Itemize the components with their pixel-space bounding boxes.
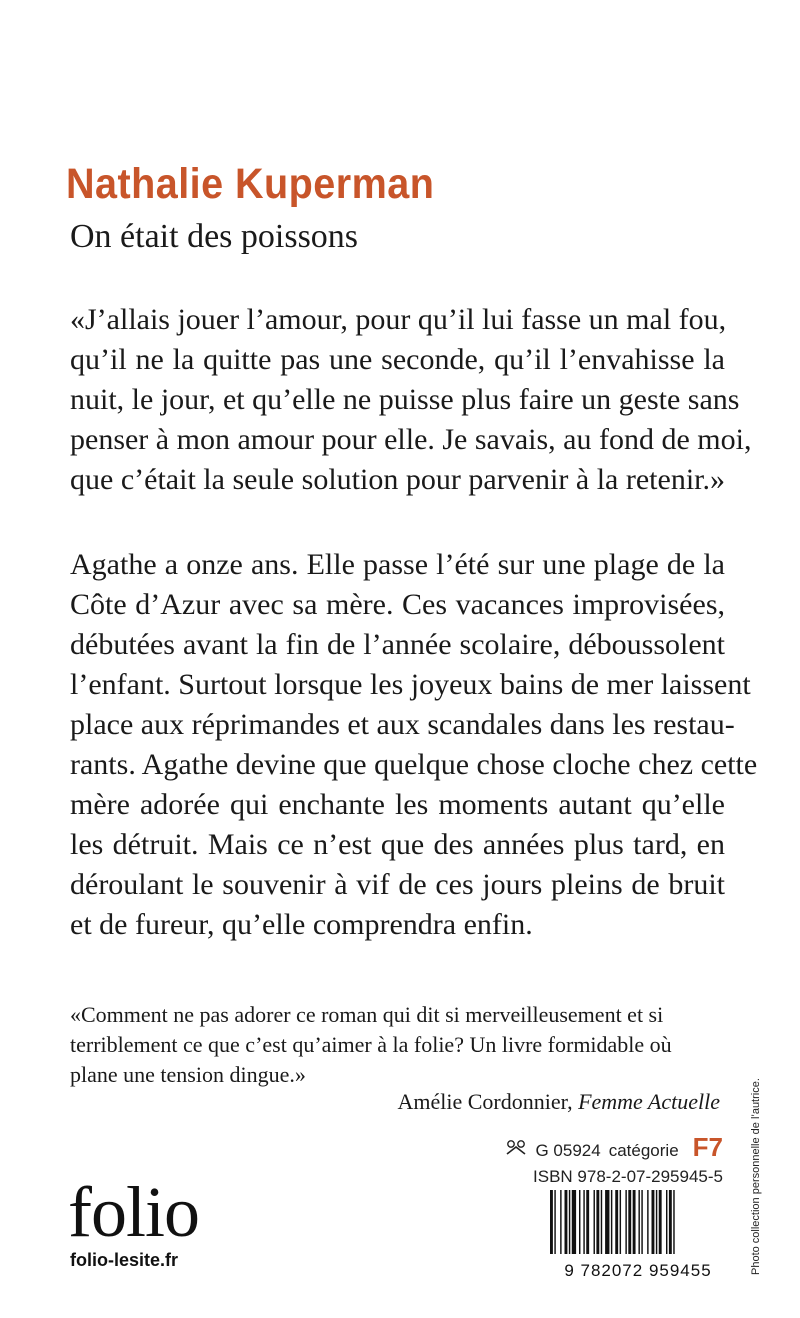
barcode-bar <box>594 1190 595 1254</box>
review-line: plane une tension dingue.» <box>70 1062 306 1087</box>
barcode-bar <box>625 1190 626 1254</box>
barcode-bar <box>647 1190 648 1254</box>
book-title: On était des poissons <box>70 218 359 255</box>
folio-logo: folio <box>68 1172 199 1252</box>
synopsis-line: et de fureur, qu’elle comprendra enfin. <box>70 908 533 941</box>
catalog-codes <box>505 1132 723 1187</box>
review-line: terriblement ce que c’est qu’aimer à la folie? Un livre formidable où <box>70 1032 672 1057</box>
barcode-bar <box>659 1190 662 1254</box>
barcode-bar <box>583 1190 584 1254</box>
barcode-bar <box>628 1190 631 1254</box>
category-label: catégorie <box>608 1141 679 1160</box>
quote-line: «J’allais jouer l’amour, pour qu’il lui fasse un mal fou, <box>70 303 727 336</box>
synopsis <box>70 545 758 945</box>
barcode-bar <box>633 1190 636 1254</box>
barcode-bar <box>596 1190 599 1254</box>
barcode-bar <box>605 1190 609 1254</box>
barcode-bar <box>601 1190 602 1254</box>
synopsis-line: Agathe a onze ans. Elle passe l’été sur une plage de la <box>70 548 725 581</box>
synopsis-line: place aux réprimandes et aux scandales dans les restau- <box>70 708 735 741</box>
review-attribution <box>398 1089 721 1115</box>
review-line: «Comment ne pas adorer ce roman qui dit si merveilleusement et si <box>70 1002 664 1027</box>
barcode-digits: 9 782072 959455 <box>564 1261 712 1280</box>
excerpt-quote <box>70 300 752 500</box>
barcode-bar <box>638 1190 639 1254</box>
barcode-bar <box>611 1190 612 1254</box>
synopsis-line: déroulant le souvenir à vif de ces jours pleins de bruit <box>70 868 725 901</box>
isbn: ISBN 978-2-07-295945-5 <box>533 1167 723 1186</box>
quote-line: nuit, le jour, et qu’elle ne puisse plus faire un geste sans <box>70 383 740 416</box>
barcode-bar <box>550 1190 553 1254</box>
barcode-bar <box>565 1190 568 1254</box>
barcode-bar <box>554 1190 555 1254</box>
barcode-bar <box>569 1190 570 1254</box>
barcode-bar <box>652 1190 655 1254</box>
catalog-code: G 05924 <box>535 1141 601 1160</box>
isbn-barcode <box>548 1190 728 1280</box>
quote-line: qu’il ne la quitte pas une seconde, qu’il l’envahisse la <box>70 343 725 376</box>
synopsis-line: mère adorée qui enchante les moments autant qu’elle <box>70 788 725 821</box>
barcode-bars <box>550 1190 675 1254</box>
barcode-bar <box>666 1190 667 1254</box>
publisher-website: folio-lesite.fr <box>70 1250 179 1270</box>
barcode-bar <box>572 1190 576 1254</box>
synopsis-line: l’enfant. Surtout lorsque les joyeux bains de mer laissent <box>70 668 751 701</box>
barcode-bar <box>641 1190 642 1254</box>
quote-line: penser à mon amour pour elle. Je savais, au fond de moi, <box>70 423 752 456</box>
barcode-bar <box>656 1190 657 1254</box>
reviewer-name: Amélie Cordonnier, <box>397 1089 579 1114</box>
barcode-bar <box>586 1190 589 1254</box>
synopsis-line: débutées avant la fin de l’année scolaire, déboussolent <box>70 628 725 661</box>
barcode-bar <box>615 1190 618 1254</box>
barcode-bar <box>673 1190 674 1254</box>
barcode-bar <box>669 1190 672 1254</box>
author-name: Nathalie Kuperman <box>66 160 435 208</box>
gallimard-mark-icon <box>505 1138 527 1161</box>
synopsis-line: Côte d’Azur avec sa mère. Ces vacances improvisées, <box>70 588 725 621</box>
barcode-bar <box>560 1190 561 1254</box>
quote-line: que c’était la seule solution pour parvenir à la retenir.» <box>70 463 725 496</box>
price-category: F7 <box>692 1132 723 1162</box>
photo-credit: Photo collection personnelle de l’autrice. <box>750 1078 762 1275</box>
press-review <box>70 1000 725 1090</box>
barcode-bar <box>620 1190 621 1254</box>
publication-name: Femme Actuelle <box>578 1089 720 1114</box>
barcode-bar <box>579 1190 580 1254</box>
synopsis-line: les détruit. Mais ce n’est que des années plus tard, en <box>70 828 725 861</box>
synopsis-line: rants. Agathe devine que quelque chose cloche chez cette <box>70 748 758 781</box>
